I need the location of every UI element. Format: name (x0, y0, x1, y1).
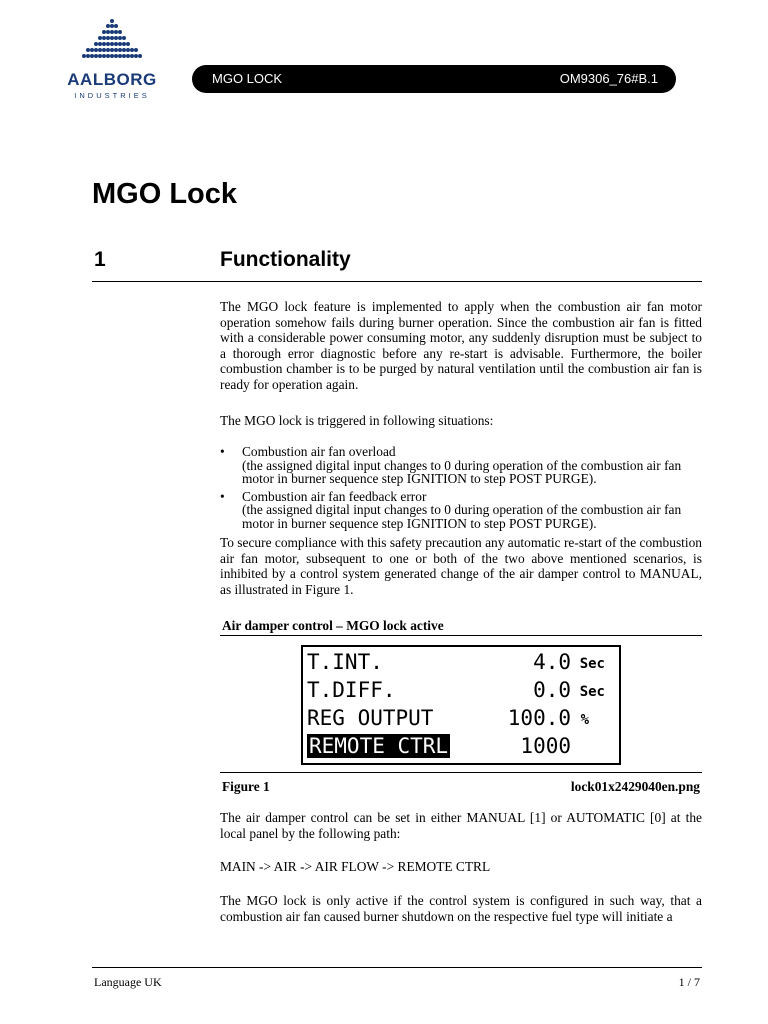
logo-dots-icon (78, 18, 146, 68)
bullet-detail: (the assigned digital input changes to 0 during operation of the combustion air fan motor in burner sequence step IGNITION to step POST PURGE). (242, 502, 682, 531)
lcd-label: T.DIFF. (307, 678, 396, 702)
footer-page-number: 1 / 7 (678, 975, 700, 989)
lcd-display (301, 645, 621, 765)
header-title: MGO LOCK (212, 71, 283, 86)
list-item (220, 490, 702, 531)
section-title: Functionality (220, 248, 351, 271)
figure-label: Figure 1 (222, 779, 270, 794)
menu-path: MAIN -> AIR -> AIR FLOW -> REMOTE CTRL (220, 859, 491, 874)
bullet-icon: • (220, 444, 225, 459)
bullet-detail: (the assigned digital input changes to 0 during operation of the combustion air fan motor in burner sequence step IGNITION to step POST PURGE). (242, 457, 682, 486)
lcd-label: REG OUTPUT (307, 706, 434, 730)
paragraph-lock-active: The MGO lock is only active if the control system is configured in such way, that a combustion air fan caused burner shutdown on the respective fuel type will initiate a (220, 893, 702, 924)
bullet-title: Combustion air fan feedback error (242, 488, 427, 504)
lcd-value: 1000 (520, 734, 571, 758)
trigger-list (220, 445, 702, 534)
document-title: MGO Lock (92, 178, 238, 210)
lcd-value: 0.0 (533, 678, 571, 702)
footer-divider (92, 967, 702, 968)
list-item (220, 445, 702, 486)
aalborg-logo (64, 18, 160, 102)
section-divider (92, 281, 702, 282)
figure-top-divider (220, 635, 702, 636)
lcd-unit: Sec (579, 656, 605, 672)
figure-bottom-divider (220, 772, 702, 773)
bullet-title: Combustion air fan overload (242, 444, 396, 459)
footer-language: Language UK (94, 975, 162, 989)
paragraph-triggers: The MGO lock is triggered in following situations: (220, 413, 494, 428)
logo-subtitle: INDUSTRIES (74, 91, 150, 100)
logo-wordmark: AALBORG (67, 70, 157, 89)
header-doc-id: OM9306_76#B.1 (559, 71, 658, 86)
paragraph-air-damper: The air damper control can be set in either MANUAL [1] or AUTOMATIC [0] at the local panel by the following path: (220, 810, 702, 841)
paragraph-precaution: To secure compliance with this safety precaution any automatic re-start of the combustion air fan motor, subsequent to one or both of the two above mentioned scenarios, is inhibited by a control system generated change of the air damper control to MANUAL, as illustrated in Figure 1. (220, 535, 702, 597)
lcd-label: T.INT. (307, 650, 383, 674)
bullet-icon: • (220, 488, 225, 504)
lcd-unit: Sec (579, 684, 605, 700)
lcd-label-selected: REMOTE CTRL (309, 734, 449, 758)
paragraph-intro: The MGO lock feature is implemented to apply when the combustion air fan motor operation somehow fails during burner operation. Since the combustion air fan is fitted with a considerable power consuming motor, any suddenly disruption must be subject to a thorough error diagnostic before any re-start is advisable. Furthermore, the boiler combustion chamber is to be purged by natural ventilation until the combustion air fan is ready for operation again. (220, 299, 702, 392)
figure-heading: Air damper control – MGO lock active (222, 618, 444, 633)
lcd-value: 4.0 (533, 650, 571, 674)
header-bar (192, 65, 676, 93)
figure-filename: lock01x2429040en.png (570, 779, 700, 794)
lcd-value: 100.0 (507, 706, 571, 730)
section-number: 1 (94, 248, 106, 271)
lcd-unit: % (580, 712, 589, 728)
